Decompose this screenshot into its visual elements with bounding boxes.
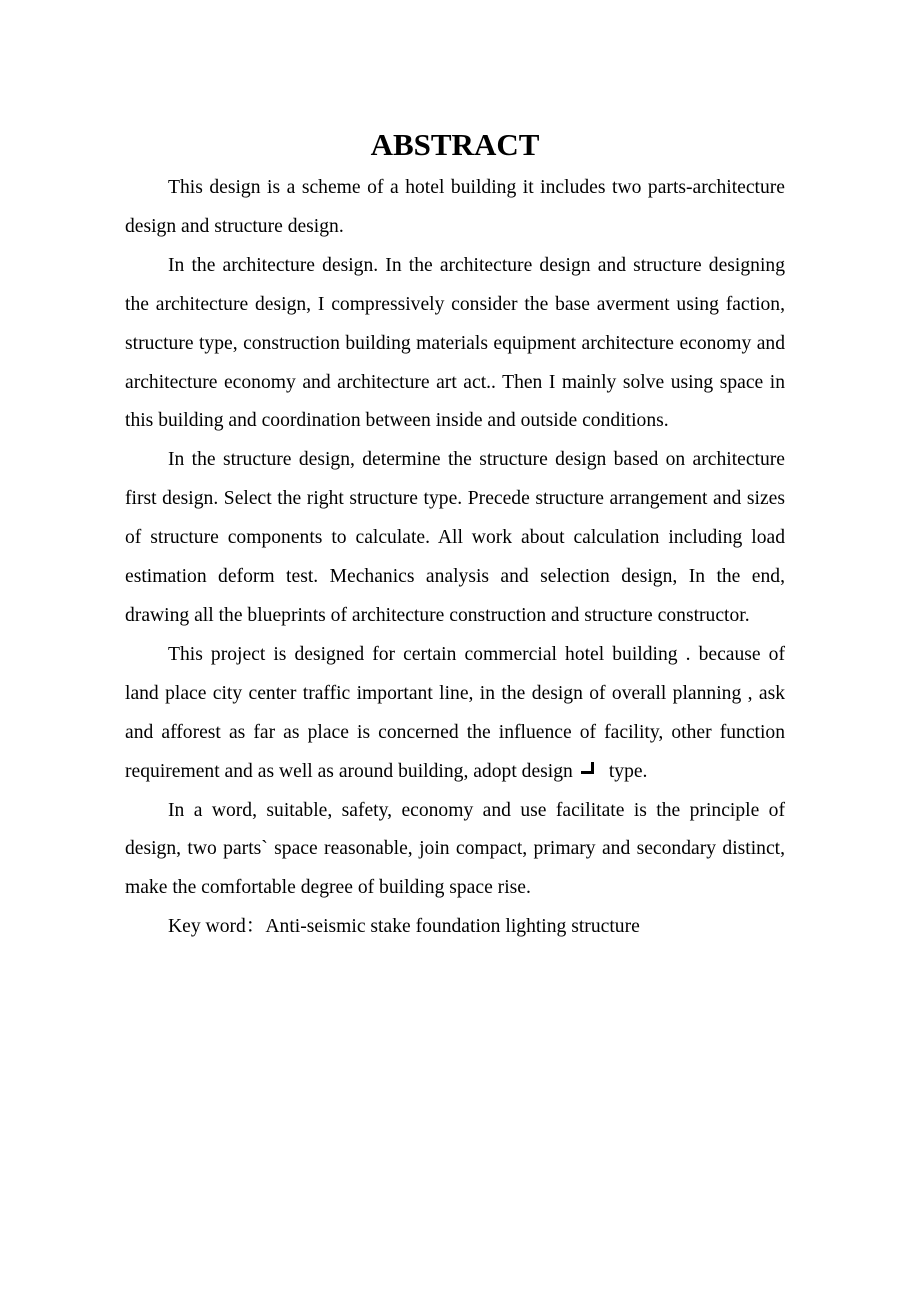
abstract-paragraph-4 [125, 636, 785, 792]
abstract-paragraph-5: In a word, suitable, safety, economy and use facilitate is the principle of design, two parts` space reasonable, join compact, primary and secondary distinct, make the comfortable degree of building space rise. [125, 799, 785, 899]
abstract-title: ABSTRACT [370, 127, 540, 162]
paragraph-4-text-after: type. [608, 760, 648, 782]
keywords-line: Key word：Anti-seismic stake foundation lighting structure [168, 916, 640, 938]
corner-shape-icon [579, 760, 603, 778]
abstract-paragraph-2: In the architecture design. In the architecture design and structure designing the architecture design, I compressively consider the base averment using faction, structure type, construction building materials equipment architecture economy and architecture economy and architecture art act.. Then I mainly solve using space in this building and coordination between inside and outside conditions. [125, 254, 785, 432]
abstract-paragraph-1: This design is a scheme of a hotel building it includes two parts-architecture design and structure design. [125, 177, 785, 237]
paragraph-4-text-before: This project is designed for certain commercial hotel building . because of land place city center traffic important line, in the design of overall planning , ask and afforest as far as place is concerned the influence of facility, other function requirement and as well as around building, adopt design [125, 643, 785, 782]
abstract-paragraph-3: In the structure design, determine the structure design based on architecture first design. Select the right structure type. Precede structure arrangement and sizes of structure components to calculate. All work about calculation including load estimation deform test. Mechanics analysis and selection design, In the end, drawing all the blueprints of architecture construction and structure constructor. [125, 449, 785, 626]
abstract-section [125, 125, 785, 947]
